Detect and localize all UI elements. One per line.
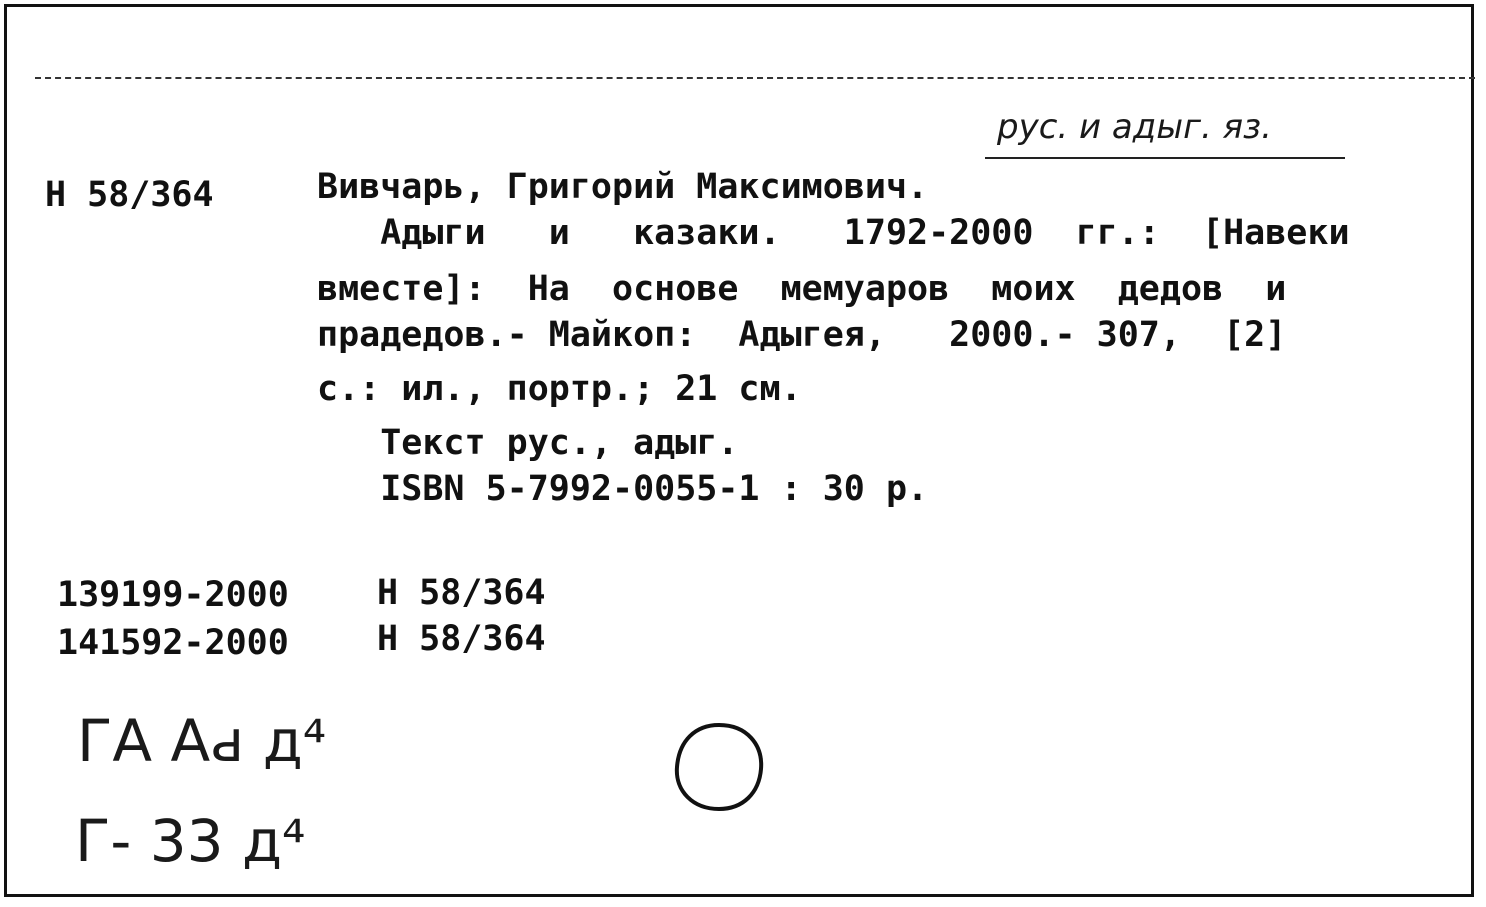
call-number: Н 58/364 — [45, 175, 214, 215]
top-dashed-rule — [35, 77, 1475, 79]
holding-call-number-1: Н 58/364 — [377, 573, 546, 613]
entry-line-physical: с.: ил., портр.; 21 см. — [317, 369, 802, 409]
entry-line-isbn: ISBN 5-7992-0055-1 : 30 р. — [317, 469, 929, 509]
language-note-underline — [985, 157, 1345, 159]
holding-call-number-2: Н 58/364 — [377, 619, 546, 659]
handwritten-code-2: Г- 33 д⁴ — [75, 807, 306, 875]
handwritten-language-note: рус. и адыг. яз. — [997, 107, 1272, 147]
entry-heading-author: Вивчарь, Григорий Максимович. — [317, 167, 929, 207]
holding-inventory-2: 141592-2000 — [57, 623, 289, 663]
catalog-card — [4, 4, 1474, 897]
handwritten-code-1: ГА Аԁ д⁴ — [77, 707, 327, 775]
holding-inventory-1: 139199-2000 — [57, 575, 289, 615]
entry-line-imprint: прадедов.- Майкоп: Адыгея, 2000.- 307, [2] — [317, 315, 1287, 355]
entry-line-title-cont: вместе]: На основе мемуаров моих дедов и — [317, 269, 1287, 309]
entry-line-title: Адыги и казаки. 1792-2000 гг.: [Навеки — [317, 213, 1350, 253]
hand-drawn-circle-mark — [669, 719, 769, 815]
entry-line-language-note: Текст рус., адыг. — [317, 423, 739, 463]
